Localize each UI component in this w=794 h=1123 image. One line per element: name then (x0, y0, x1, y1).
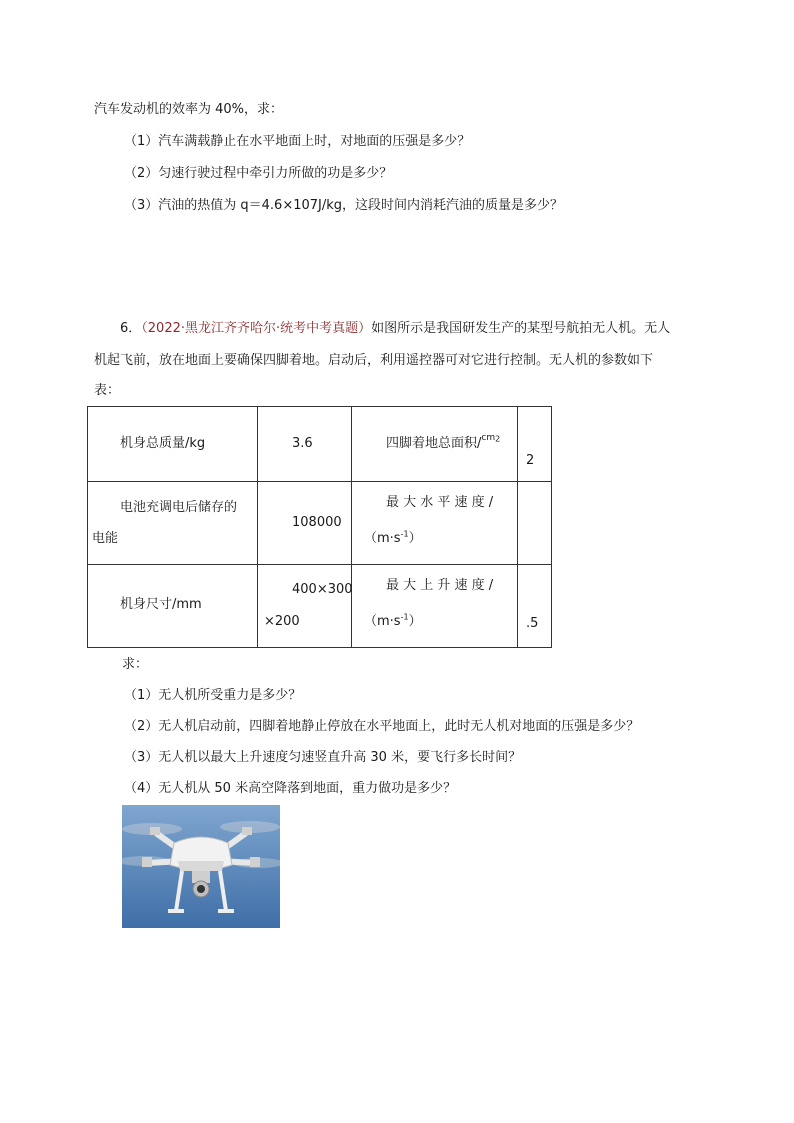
question-4: （4）无人机从 50 米高空降落到地面，重力做功是多少？ (124, 781, 457, 796)
size-value-b: ×200 (264, 614, 300, 629)
mass-label: 机身总质量/kg (120, 436, 206, 451)
problem-header (120, 320, 670, 338)
ask-label: 求： (122, 657, 149, 672)
problem-number: 6． (120, 321, 142, 336)
problem-text-1: 如图所示是我国研发生产的某型号航拍无人机。无人 (371, 321, 671, 336)
question-3: （3）无人机以最大上升速度匀速竖直升高 30 米，要飞行多长时间？ (124, 750, 522, 765)
vspeed-label-a: 最 大 上 升 速 度 / (386, 578, 494, 593)
mass-value: 3.6 (292, 436, 313, 451)
energy-value: 108000 (292, 515, 342, 530)
table-row (88, 565, 552, 648)
size-value-a: 400×300 (292, 582, 353, 597)
intro-line: 汽车发动机的效率为 40%，求： (94, 102, 284, 117)
prev-question-1: （1）汽车满载静止在水平地面上时，对地面的压强是多少？ (124, 134, 471, 149)
prev-question-3: （3）汽油的热值为 q＝4.6×107J/kg，这段时间内消耗汽油的质量是多少？ (124, 198, 564, 213)
vspeed-value: .5 (526, 616, 539, 631)
drone-photo (122, 805, 280, 928)
table-row (88, 482, 552, 565)
area-label: 四脚着地总面积/$^{cm2}$ (386, 433, 501, 451)
vspeed-label-b: $(m\cdot s^{-1})$ (364, 612, 422, 629)
problem-text-3: 表： (94, 383, 121, 398)
question-1: （1）无人机所受重力是多少？ (124, 688, 302, 703)
energy-label-b: 电能 (92, 531, 119, 546)
problem-source: （2022·黑龙江齐齐哈尔·统考中考真题） (141, 321, 372, 336)
prev-question-2: （2）匀速行驶过程中牵引力所做的功是多少？ (124, 166, 393, 181)
energy-label-a: 电池充调电后储存的 (120, 500, 238, 515)
table-row (88, 407, 552, 482)
size-label: 机身尺寸/mm (120, 597, 202, 612)
hspeed-label-b: $(m\cdot s^{-1})$ (364, 529, 422, 546)
problem-text-2: 机起飞前，放在地面上要确保四脚着地。启动后，利用遥控器可对它进行控制。无人机的参数如下 (94, 353, 654, 368)
hspeed-label-a: 最 大 水 平 速 度 / (386, 495, 494, 510)
parameter-table (87, 406, 552, 648)
question-2: （2）无人机启动前，四脚着地静止停放在水平地面上，此时无人机对地面的压强是多少？ (124, 719, 640, 734)
area-value: 2 (526, 453, 535, 468)
